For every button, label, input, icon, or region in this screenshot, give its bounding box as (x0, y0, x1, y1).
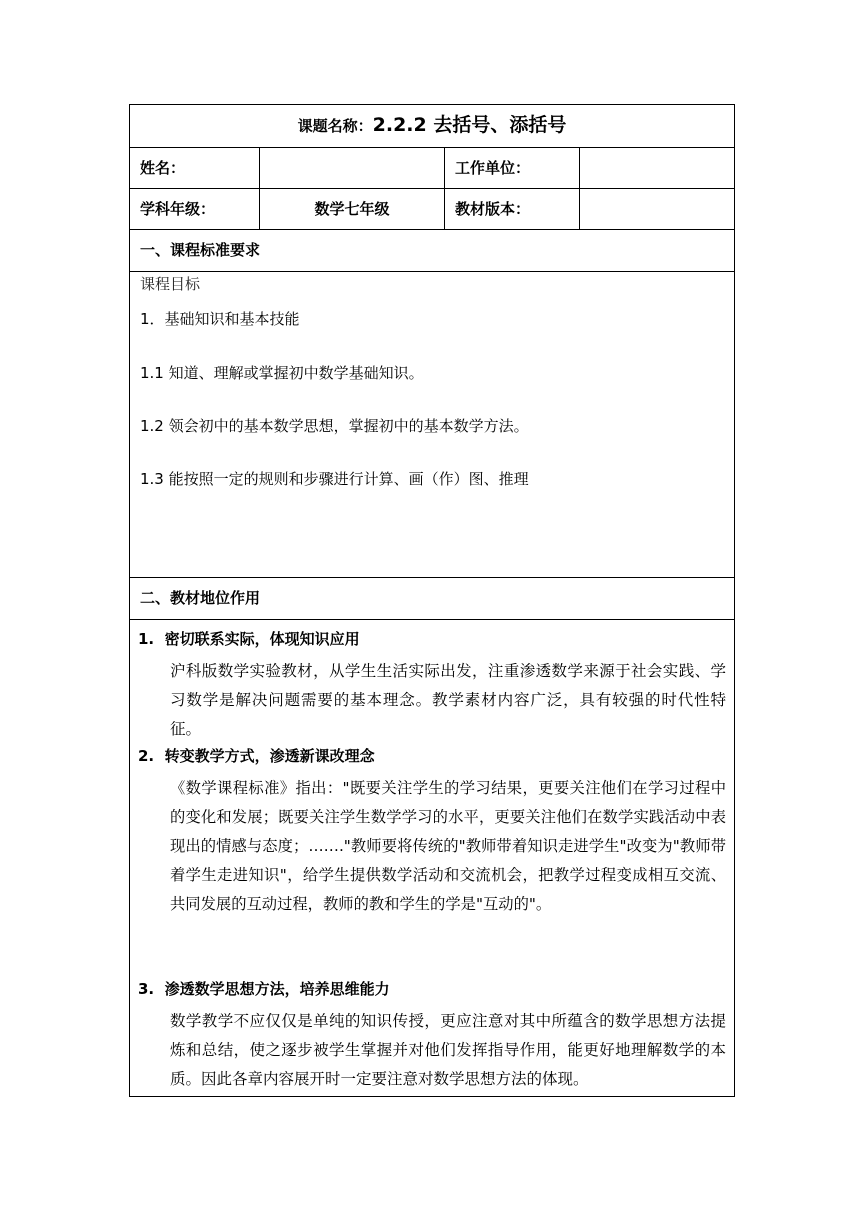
point-number: 3. (138, 980, 155, 998)
workplace-label: 工作单位： (455, 159, 531, 177)
point-number: 2. (138, 747, 155, 765)
edition-field[interactable] (580, 189, 734, 229)
goal-item: 1.1 知道、理解或掌握初中数学基础知识。 (140, 364, 424, 382)
lesson-title (130, 105, 734, 146)
name-field[interactable] (260, 148, 444, 188)
lesson-title-label: 课题名称： (297, 117, 373, 135)
subject-value: 数学七年级 (314, 200, 390, 218)
section1-content (130, 272, 734, 578)
point-title: 渗透数学思想方法，培养思维能力 (164, 980, 390, 998)
workplace-field[interactable] (580, 148, 734, 188)
point-heading (138, 979, 390, 999)
point-number: 1. (138, 630, 155, 648)
point-title: 密切联系实际，体现知识应用 (164, 630, 360, 648)
point-title: 转变教学方式，渗透新课改理念 (164, 747, 375, 765)
point-paragraph: 沪科版数学实验教材，从学生生活实际出发，注重渗透数学来源于社会实践、学习数学是解决问题需要的基本理念。教学素材内容广泛，具有较强的时代性特征。 (170, 662, 726, 738)
name-label: 姓名： (140, 159, 186, 177)
section2-heading: 二、教材地位作用 (140, 589, 261, 607)
point-heading (138, 629, 360, 649)
goal-item: 1.2 领会初中的基本数学思想，掌握初中的基本数学方法。 (140, 417, 529, 435)
info-row-subject (130, 189, 734, 230)
section1-heading: 一、课程标准要求 (140, 241, 261, 259)
section1-heading-row (130, 230, 734, 272)
section2-heading-row (130, 578, 734, 620)
goal-title: 课程目标 (140, 275, 201, 293)
edition-label: 教材版本： (455, 200, 531, 218)
subject-label: 学科年级： (140, 200, 216, 218)
section2-content (130, 620, 734, 1096)
point-paragraph: 数学教学不应仅仅是单纯的知识传授，更应注意对其中所蕴含的数学思想方法提炼和总结，使之逐步被学生掌握并对他们发挥指导作用，能更好地理解数学的本质。因此各章内容展开时一定要注意对数学思想方法的体现。 (170, 1012, 726, 1088)
lesson-title-value: 2.2.2 去括号、添括号 (372, 114, 567, 136)
point-paragraph: 《数学课程标准》指出："既要关注学生的学习结果，更要关注他们在学习过程中的变化和发展；既要关注学生数学学习的水平，更要关注他们在数学实践活动中表现出的情感与态度；……."教师要将传统的"教师带着知识走进学生"改变为"教师带着学生走进知识"，给学生提供数学活动和交流机会，把教学过程变成相互交流、共同发展的互动过程，教师的教和学生的学是"互动的"。 (170, 779, 726, 913)
info-row-name (130, 148, 734, 189)
goal-item: 1.3 能按照一定的规则和步骤进行计算、画（作）图、推理 (140, 470, 529, 488)
title-row (130, 105, 734, 148)
goal-item: 1．基础知识和基本技能 (140, 310, 300, 328)
lesson-plan-table (129, 104, 735, 1097)
point-heading (138, 746, 375, 766)
